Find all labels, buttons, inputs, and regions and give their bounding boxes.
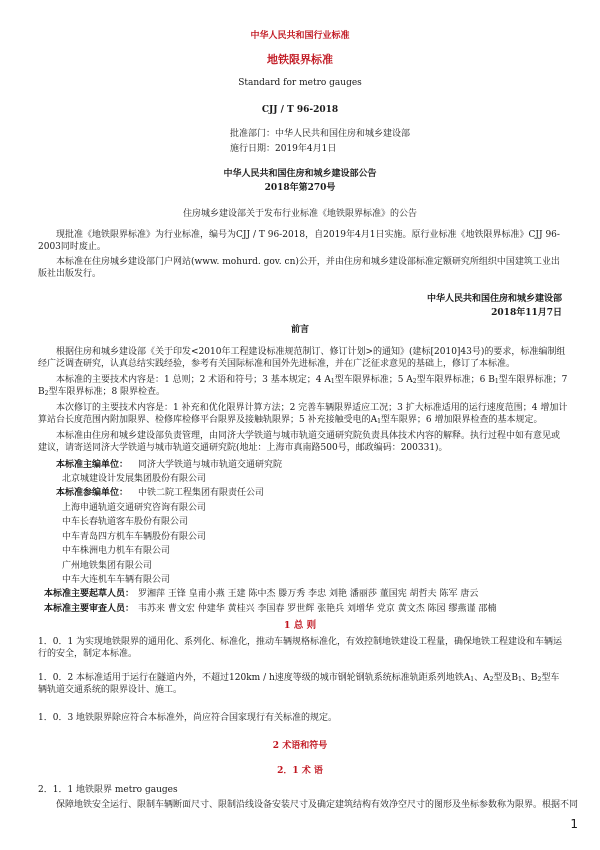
participant-label: 本标准参编单位： bbox=[56, 488, 129, 498]
participant-unit: 中车大连机车车辆有限公司 bbox=[62, 575, 171, 585]
effective-date: 施行日期：2019年4月1日 bbox=[230, 144, 337, 154]
chapter-heading: 1 总 则 bbox=[283, 620, 317, 631]
participant-unit: 中车青岛四方机车车辆股份有限公司 bbox=[62, 532, 207, 542]
announcement-number: 2018年第270号 bbox=[264, 183, 336, 193]
document-title-en: Standard for metro gauges bbox=[238, 78, 362, 88]
announcement-paragraph: 本标准在住房城乡建设部门户网站(www. mohurd. gov. cn)公开，并由住房和城乡建设部标准定额研究所组织中国建筑工业出版社出版发行。 bbox=[38, 257, 560, 280]
section-heading: 2．1 术 语 bbox=[277, 766, 323, 776]
reviewers-label: 本标准主要审查人员： bbox=[44, 604, 135, 614]
drafters-list: 罗湘萍 王锋 皇甫小燕 王建 陈中杰 滕万秀 李忠 刘艳 潘丽莎 董国宪 胡哲夫 陈军 唐云 bbox=[138, 589, 479, 599]
announcement-title: 中华人民共和国住房和城乡建设部公告 bbox=[223, 169, 377, 179]
chief-editor-label: 本标准主编单位： bbox=[56, 460, 129, 470]
approval-department: 批准部门：中华人民共和国住房和城乡建设部 bbox=[230, 129, 411, 139]
standard-code: CJJ / T 96-2018 bbox=[261, 105, 339, 115]
participant-unit: 广州地铁集团有限公司 bbox=[62, 561, 153, 571]
chapter-heading: 2 术语和符号 bbox=[272, 741, 328, 751]
clause-1-0-2: 1．0．2 本标准适用于运行在隧道内外，不超过120km / h速度等级的城市钢轮钢轨系统标准轨距系列地铁A1、A2型及B1、B2型车辆轨道交通系统的限界设计、施工。 bbox=[38, 673, 560, 696]
participant-unit: 中车株洲电力机车有限公司 bbox=[62, 546, 171, 556]
foreword-revision-content: 本次修订的主要技术内容是：1 补充和优化限界计算方法；2 完善车辆限界适应工况；3 扩大标准适用的运行速度范围；4 增加计算站台长度范围内附加限界、检修库检修平台限界及接触轨限界；5 补充接触受电的A1型车限界；6 增加限界检查的基本规定。 bbox=[38, 403, 568, 426]
announcement-signer: 中华人民共和国住房和城乡建设部 bbox=[426, 294, 562, 304]
announcement-subtitle: 住房城乡建设部关于发布行业标准《地铁限界标准》的公告 bbox=[182, 209, 417, 219]
reviewers-list: 韦苏来 曹文宏 仲建华 黄桂兴 李国春 罗世辉 张艳兵 刘增华 党京 黄文杰 陈园 缪燕谨 邵楠 bbox=[138, 604, 497, 614]
announcement-date: 2018年11月7日 bbox=[491, 308, 562, 318]
foreword-paragraph: 根据住房和城乡建设部《关于印发<2010年工程建设标准规范制订、修订计划>的通知》(建标[2010]43号)的要求，标准编制组经广泛调查研究，认真总结实践经验，参考有关国际标准和国外先进标准，并在广泛征求意见的基础上，修订了本标准。 bbox=[38, 347, 566, 370]
foreword-main-content: 本标准的主要技术内容是：1 总则；2 术语和符号；3 基本规定；4 A1型车限界标准；5 A2型车限界标准；6 B1型车限界标准；7 B2型车限界标准；8 限界检查。 bbox=[38, 375, 568, 398]
drafters-label: 本标准主要起草人员： bbox=[44, 589, 135, 599]
industry-standard-label: 中华人民共和国行业标准 bbox=[250, 31, 350, 41]
participant-unit: 中铁二院工程集团有限责任公司 bbox=[138, 488, 265, 498]
clause-2-1-1: 2．1．1 地铁限界 metro gauges bbox=[38, 785, 178, 795]
participant-unit: 中车长春轨道客车股份有限公司 bbox=[62, 517, 189, 527]
participant-unit: 上海申通轨道交通研究咨询有限公司 bbox=[62, 503, 207, 513]
page-number: 1 bbox=[570, 816, 578, 831]
foreword-heading: 前言 bbox=[290, 325, 309, 335]
foreword-paragraph: 本标准由住房和城乡建设部负责管理，由同济大学铁道与城市轨道交通研究院负责具体技术内容的解释。执行过程中如有意见或建议，请寄送同济大学铁道与城市轨道交通研究院(地址：上海市真南路500号，邮政编码：200331)。 bbox=[38, 431, 561, 454]
announcement-paragraph: 现批准《地铁限界标准》为行业标准，编号为CJJ / T 96-2018，自2019年4月1日实施。原行业标准《地铁限界标准》CJJ 96-2003同时废止。 bbox=[38, 230, 560, 253]
chief-editor-unit: 北京城建设计发展集团股份有限公司 bbox=[62, 474, 207, 484]
clause-1-0-1: 1．0．1 为实现地铁限界的通用化、系列化、标准化，推动车辆规格标准化，有效控制地铁建设工程量，确保地铁工程建设和车辆运行的安全，制定本标准。 bbox=[38, 637, 563, 660]
chief-editor-unit: 同济大学铁道与城市轨道交通研究院 bbox=[138, 460, 283, 470]
clause-1-0-3: 1．0．3 地铁限界除应符合本标准外，尚应符合国家现行有关标准的规定。 bbox=[38, 713, 338, 723]
clause-2-1-1-text: 保障地铁安全运行、限制车辆断面尺寸、限制沿线设备安装尺寸及确定建筑结构有效净空尺寸的图形及坐标参数称为限界。根据不同 bbox=[56, 800, 579, 810]
document-title: 地铁限界标准 bbox=[267, 53, 333, 66]
